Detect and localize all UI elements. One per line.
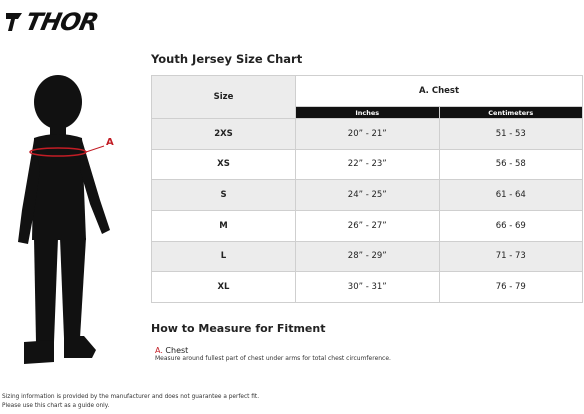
chest-label: Chest [165, 346, 189, 355]
inches-cell: 22” - 23” [296, 149, 440, 180]
brand-logo [4, 8, 101, 36]
disclaimer-line: Sizing information is provided by the manufacturer and does not guarantee a perfect fit. [2, 394, 260, 400]
cm-cell: 61 - 64 [439, 180, 583, 211]
cm-cell: 56 - 58 [439, 149, 583, 180]
inches-cell: 30” - 31” [296, 272, 440, 303]
size-column-header: Size [152, 76, 296, 119]
table-row [152, 241, 583, 272]
cm-cell: 66 - 69 [439, 210, 583, 241]
disclaimer-line: Please use this chart as a guide only. [2, 402, 110, 409]
inches-cell: 20” - 21” [296, 119, 440, 150]
thor-hammer-icon [4, 11, 24, 33]
size-cell: 2XS [152, 119, 296, 150]
chart-title: Youth Jersey Size Chart [151, 52, 303, 66]
inches-cell: 24” - 25” [296, 180, 440, 211]
table-row [152, 210, 583, 241]
inches-subheader: Inches [296, 107, 440, 119]
inches-cell: 26” - 27” [296, 210, 440, 241]
inches-cell: 28” - 29” [296, 241, 440, 272]
brand-name: THOR [23, 8, 101, 36]
youth-silhouette [14, 70, 124, 370]
size-chart-table [151, 75, 583, 303]
measure-section-title: How to Measure for Fitment [151, 322, 326, 335]
disclaimer [2, 393, 259, 410]
cm-cell: 76 - 79 [439, 272, 583, 303]
chest-column-header: A. Chest [296, 76, 583, 107]
chest-measure-heading [155, 346, 188, 355]
size-cell: XL [152, 272, 296, 303]
table-row [152, 272, 583, 303]
table-row [152, 149, 583, 180]
size-cell: M [152, 210, 296, 241]
cm-cell: 51 - 53 [439, 119, 583, 150]
chest-marker-label: A [106, 137, 114, 148]
size-cell: L [152, 241, 296, 272]
chest-measure-description: Measure around fullest part of chest under arms for total chest circumference. [155, 355, 391, 362]
centimeters-subheader: Centimeters [439, 107, 583, 119]
cm-cell: 71 - 73 [439, 241, 583, 272]
chest-letter: A. [155, 346, 163, 355]
table-row [152, 119, 583, 150]
size-cell: S [152, 180, 296, 211]
table-row [152, 180, 583, 211]
size-cell: XS [152, 149, 296, 180]
